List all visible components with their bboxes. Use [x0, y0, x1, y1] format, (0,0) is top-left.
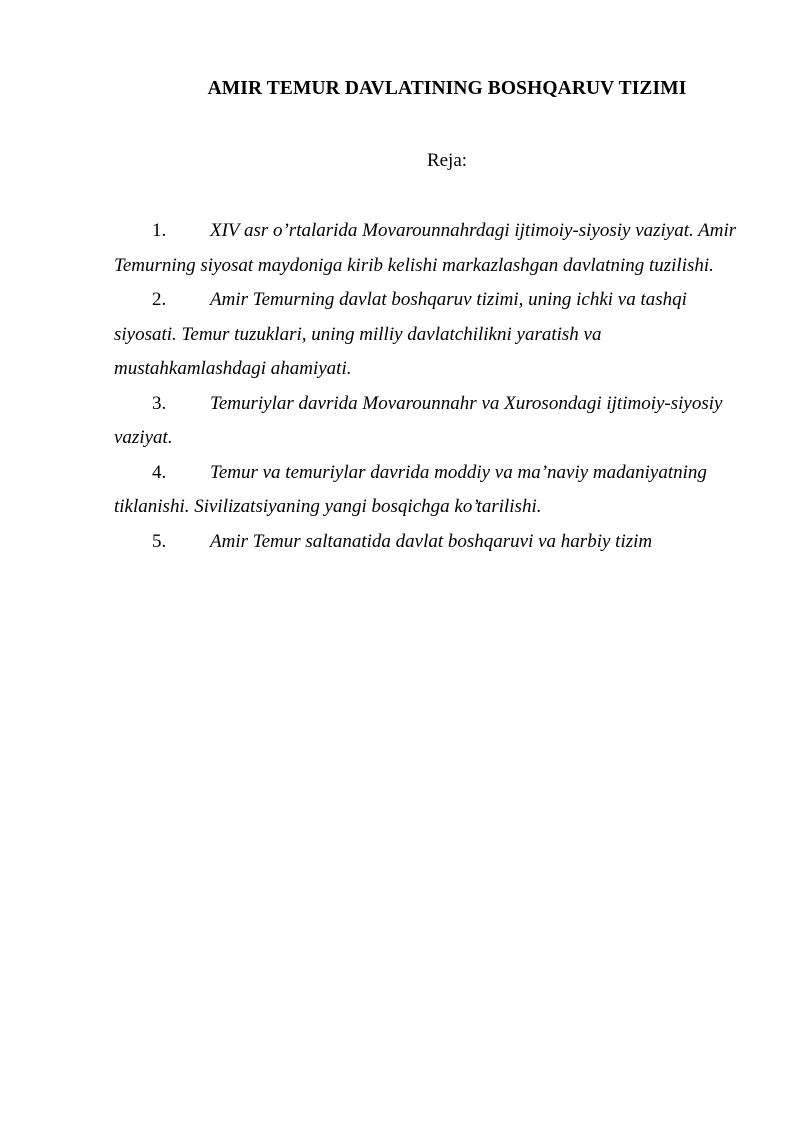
plan-item-number: 2.	[152, 289, 167, 310]
plan-item-text: Temur va temuriylar davrida moddiy va ma’naviy madaniyatning tiklanishi. Sivilizatsiyaning yangi bosqichga ko’tarilishi.	[114, 461, 707, 517]
plan-item-text: XIV asr o’rtalarida Movarounnahrdagi ijtimoiy-siyosiy vaziyat. Amir Temurning siyosat maydoniga kirib kelishi markazlashgan davlatning tuzilishi.	[114, 220, 737, 276]
plan-item-2	[114, 283, 744, 387]
plan-item-text: Temuriylar davrida Movarounnahr va Xurosondagi ijtimoiy-siyosiy vaziyat.	[114, 392, 723, 448]
plan-item-4	[114, 456, 744, 525]
document-title: AMIR TEMUR DAVLATINING BOSHQARUV TIZIMI	[207, 78, 687, 99]
plan-list	[114, 214, 744, 559]
plan-item-number: 3.	[152, 392, 167, 414]
plan-item-text: Amir Temur saltanatida davlat boshqaruvi va harbiy tizim	[210, 530, 653, 552]
plan-item-1	[114, 214, 744, 283]
plan-item-text: Amir Temurning davlat boshqaruv tizimi, uning ichki va tashqi siyosati. Temur tuzuklari, uning milliy davlatchilikni yaratish va mustahkamlashdagi ahamiyati.	[114, 289, 687, 379]
plan-heading: Reja:	[426, 150, 468, 171]
plan-item-3	[114, 387, 744, 456]
plan-item-number: 1.	[152, 220, 167, 241]
plan-item-number: 4.	[152, 461, 167, 483]
plan-item-number: 5.	[152, 530, 167, 552]
plan-item-5	[114, 525, 744, 560]
